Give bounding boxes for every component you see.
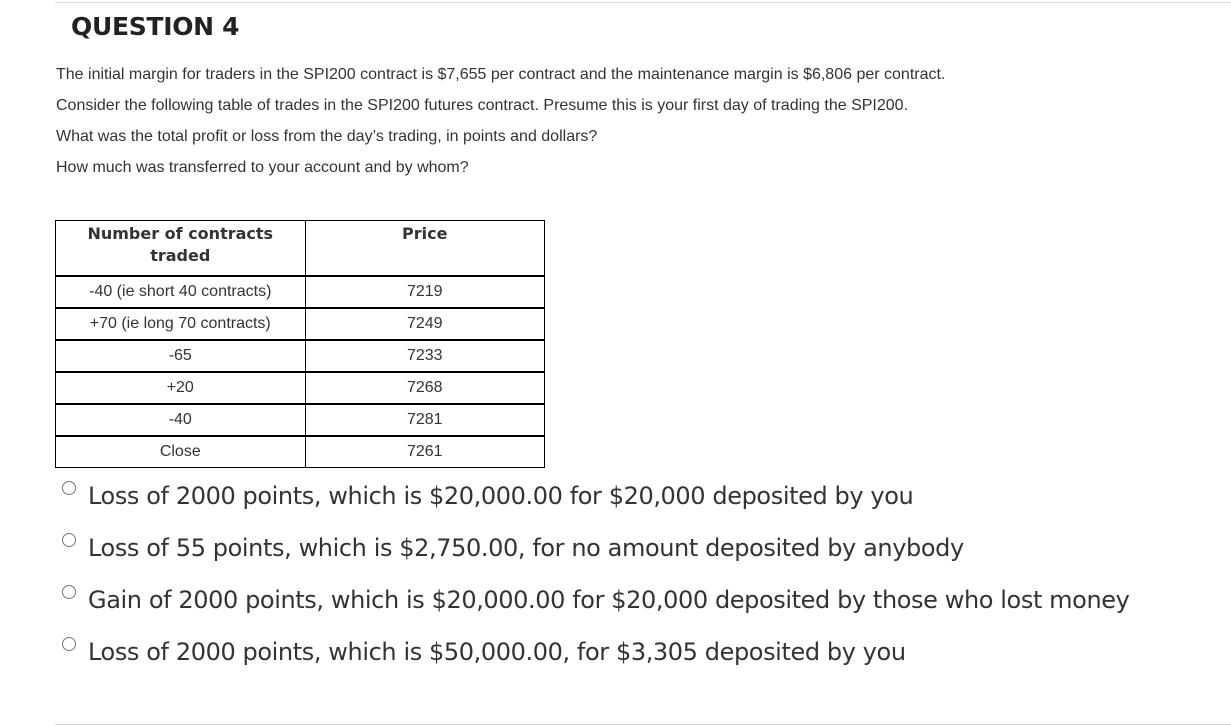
answer-option-label[interactable]: Loss of 2000 points, which is $20,000.00 for $20,000 deposited by you — [88, 482, 914, 510]
prompt-line-profit-question: What was the total profit or loss from the day’s trading, in points and dollars? — [56, 128, 598, 145]
answer-option-3[interactable] — [60, 582, 1230, 634]
price-cell: 7249 — [305, 308, 544, 340]
contracts-cell: +20 — [56, 372, 306, 404]
table-row — [56, 276, 545, 308]
table-row — [56, 372, 545, 404]
prompt-line-table-intro: Consider the following table of trades in the SPI200 futures contract. Presume this is your first day of trading the SPI200. — [56, 97, 909, 114]
answer-option-label[interactable]: Loss of 2000 points, which is $50,000.00, for $3,305 deposited by you — [88, 638, 906, 666]
contracts-cell: -65 — [56, 340, 306, 372]
radio-button-3[interactable] — [62, 585, 76, 599]
answer-options — [60, 478, 1230, 686]
prompt-line-transfer-question: How much was transferred to your account and by whom? — [56, 159, 469, 176]
contracts-cell: -40 (ie short 40 contracts) — [56, 276, 306, 308]
answer-option-4[interactable] — [60, 634, 1230, 686]
answer-option-2[interactable] — [60, 530, 1230, 582]
bottom-divider — [55, 724, 1231, 725]
radio-button-1[interactable] — [62, 481, 76, 495]
answer-option-1[interactable] — [60, 478, 1230, 530]
answer-option-label[interactable]: Loss of 55 points, which is $2,750.00, for no amount deposited by anybody — [88, 534, 964, 562]
table-row — [56, 404, 545, 436]
prompt-line-margin: The initial margin for traders in the SPI200 contract is $7,655 per contract and the maintenance margin is $6,806 per contract. — [56, 66, 946, 83]
radio-button-4[interactable] — [62, 637, 76, 651]
radio-button-2[interactable] — [62, 533, 76, 547]
price-cell: 7219 — [305, 276, 544, 308]
price-cell: 7233 — [305, 340, 544, 372]
contracts-cell: Close — [56, 436, 306, 468]
price-cell: 7281 — [305, 404, 544, 436]
contracts-cell: +70 (ie long 70 contracts) — [56, 308, 306, 340]
price-cell: 7261 — [305, 436, 544, 468]
trades-table — [55, 220, 545, 468]
price-cell: 7268 — [305, 372, 544, 404]
table-row — [56, 340, 545, 372]
header-contracts: Number of contracts traded — [56, 221, 306, 276]
table-header-row — [56, 221, 545, 276]
header-price: Price — [305, 221, 544, 276]
table-row — [56, 436, 545, 468]
table-row — [56, 308, 545, 340]
contracts-cell: -40 — [56, 404, 306, 436]
question-title: QUESTION 4 — [71, 12, 240, 41]
answer-option-label[interactable]: Gain of 2000 points, which is $20,000.00 for $20,000 deposited by those who lost money — [88, 586, 1130, 614]
top-divider — [55, 2, 1231, 3]
